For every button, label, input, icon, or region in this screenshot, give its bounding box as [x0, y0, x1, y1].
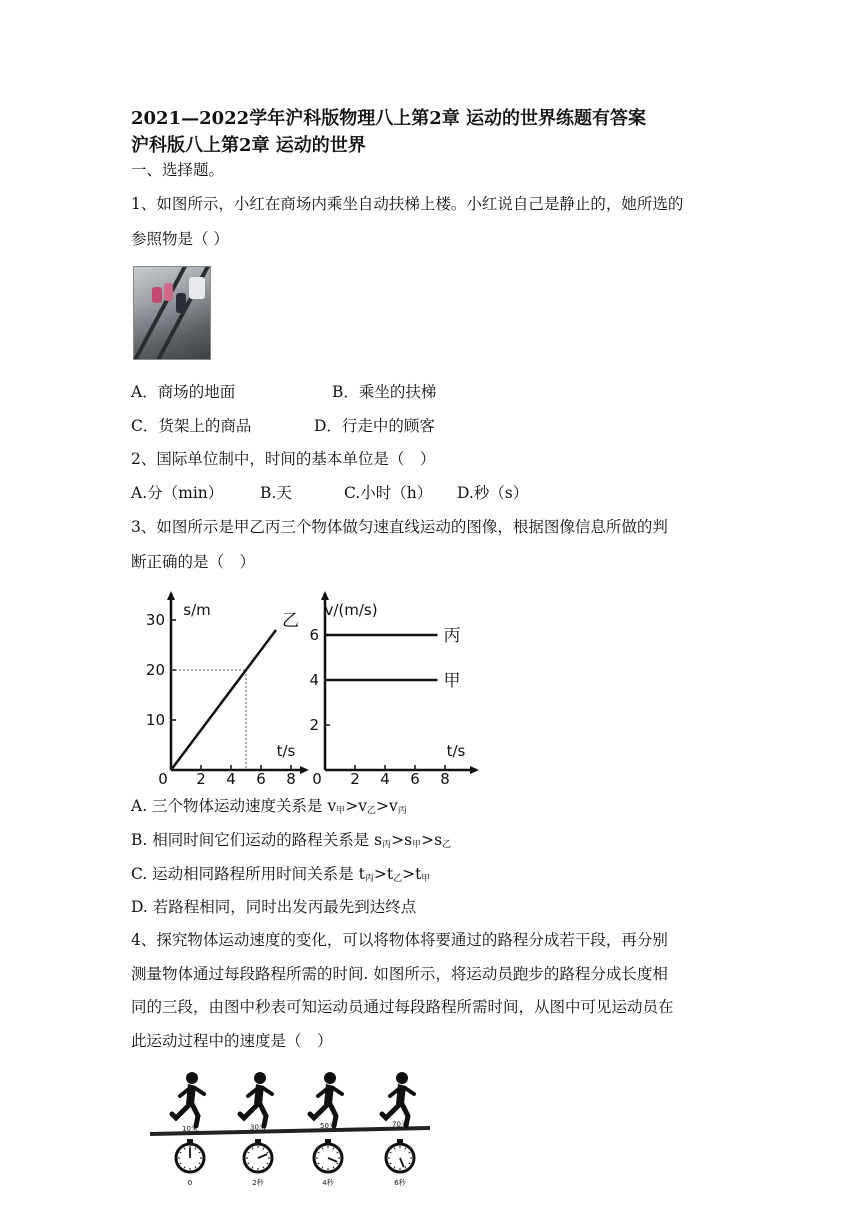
runner-stopwatch-figure: [150, 1068, 435, 1190]
x-axis-arrow: [300, 766, 309, 774]
velocity-time-chart: [309, 591, 479, 788]
q1-text-line1: 1、如图所示，小红在商场内乘坐自动扶梯上楼。小红说自己是静止的，她所选的: [131, 195, 684, 213]
x-axis-label: t/s: [276, 742, 296, 760]
runner-head: [324, 1072, 336, 1084]
runner-leg-back: [382, 1104, 400, 1118]
stopwatch-crown: [255, 1139, 261, 1143]
runner-leg-back: [172, 1104, 190, 1118]
q2-text: 2、国际单位制中，时间的基本单位是（ ）: [131, 450, 436, 468]
series-line: [171, 630, 276, 770]
runner-head: [186, 1072, 198, 1084]
y-tick-label: 6: [309, 626, 319, 644]
runner-head: [254, 1072, 266, 1084]
x-tick-label: 6: [256, 770, 266, 788]
stopwatch-icon: [176, 1139, 204, 1172]
q1-option-d: D．行走中的顾客: [314, 417, 435, 435]
runner-leg-back: [240, 1104, 258, 1118]
y-tick-label: 20: [145, 661, 165, 679]
y-tick-label: 10: [145, 711, 165, 729]
x-tick-label: 0: [158, 770, 168, 788]
runner-icon: [382, 1072, 414, 1126]
q4-text-line1: 4、探究物体运动速度的变化，可以将物体将要通过的路程分成若干段，再分别: [131, 931, 668, 949]
document-title: 2021—2022学年沪科版物理八上第2章 运动的世界练题有答案: [131, 108, 646, 129]
q3-text-line1: 3、如图所示是甲乙丙三个物体做匀速直线运动的图像，根据图像信息所做的判: [131, 518, 668, 536]
stopwatch-icon: [244, 1139, 272, 1172]
q2-option-c: C.小时（h）: [344, 484, 433, 502]
y-axis-arrow: [167, 591, 175, 600]
q3-option-b: B. 相同时间它们运动的路程关系是 $s_丙>s_甲>s_乙$: [131, 831, 452, 850]
q4-text-line4: 此运动过程中的速度是（ ）: [131, 1032, 333, 1050]
motion-graphs: [130, 588, 510, 788]
escalator-photo: [133, 266, 211, 360]
distance-label: 70米: [392, 1120, 408, 1129]
runner-icon: [172, 1072, 204, 1126]
y-axis-label: v/(m/s): [324, 601, 378, 619]
y-axis-arrow: [321, 591, 329, 600]
y-axis-label: s/m: [183, 601, 211, 619]
q4-text-line3: 同的三段，由图中秒表可知运动员通过每段路程所需时间，从图中可见运动员在: [131, 998, 674, 1016]
stopwatch-icon: [314, 1139, 342, 1172]
runner-leg-back: [310, 1104, 328, 1118]
x-tick-label: 4: [226, 770, 236, 788]
q3-option-d: D. 若路程相同，同时出发丙最先到达终点: [131, 898, 417, 916]
time-label: 6秒: [394, 1179, 406, 1187]
q3-text-line2: 断正确的是（ ）: [131, 553, 256, 571]
stopwatch-crown: [187, 1139, 193, 1143]
x-tick-label: 6: [410, 770, 420, 788]
q1-option-b: B．乘坐的扶梯: [332, 383, 437, 401]
q4-text-line2: 测量物体通过每段路程所需的时间. 如图所示，将运动员跑步的路程分成长度相: [131, 965, 668, 983]
runner-head: [396, 1072, 408, 1084]
x-tick-label: 0: [312, 770, 322, 788]
distance-label: 50米: [320, 1122, 336, 1130]
x-tick-label: 2: [350, 770, 360, 788]
q3-option-c: C. 运动相同路程所用时间关系是 $t_丙>t_乙>t_甲$: [131, 865, 431, 884]
distance-label: 10米: [182, 1125, 198, 1133]
q1-option-a: A．商场的地面: [131, 383, 236, 401]
q2-option-b: B.天: [260, 484, 292, 502]
chapter-title: 沪科版八上第2章 运动的世界: [131, 135, 366, 156]
distance-label: 30米: [250, 1123, 266, 1132]
q3-option-a: A. 三个物体运动速度关系是 $v_甲>v_乙>v_丙$: [131, 797, 407, 816]
runner-icon: [240, 1072, 272, 1126]
y-tick-label: 30: [145, 611, 165, 629]
runner-icon: [310, 1072, 342, 1126]
time-label: 0: [187, 1179, 193, 1187]
series-label: 甲: [443, 671, 461, 691]
q2-option-a: A.分（min）: [131, 484, 224, 502]
distance-time-chart: [146, 591, 309, 788]
y-tick-label: 4: [309, 671, 319, 689]
q1-text-line2: 参照物是（ ）: [131, 230, 229, 248]
x-axis-arrow: [470, 766, 479, 774]
runner-leg-front: [192, 1104, 198, 1126]
x-axis-label: t/s: [446, 742, 466, 760]
time-label: 4秒: [322, 1179, 334, 1187]
x-tick-label: 4: [380, 770, 390, 788]
q1-option-c: C．货架上的商品: [131, 417, 252, 435]
stopwatch-crown: [397, 1139, 403, 1143]
stopwatch-crown: [325, 1139, 331, 1143]
y-tick-label: 2: [309, 716, 319, 734]
series-label: 丙: [443, 626, 461, 646]
section-heading: 一、选择题。: [131, 161, 225, 179]
x-tick-label: 2: [196, 770, 206, 788]
stopwatch-icon: [386, 1139, 414, 1172]
q2-option-d: D.秒（s）: [457, 484, 529, 502]
series-label: 乙: [282, 611, 299, 631]
x-tick-label: 8: [286, 770, 296, 788]
time-label: 2秒: [252, 1179, 264, 1187]
x-tick-label: 8: [440, 770, 450, 788]
